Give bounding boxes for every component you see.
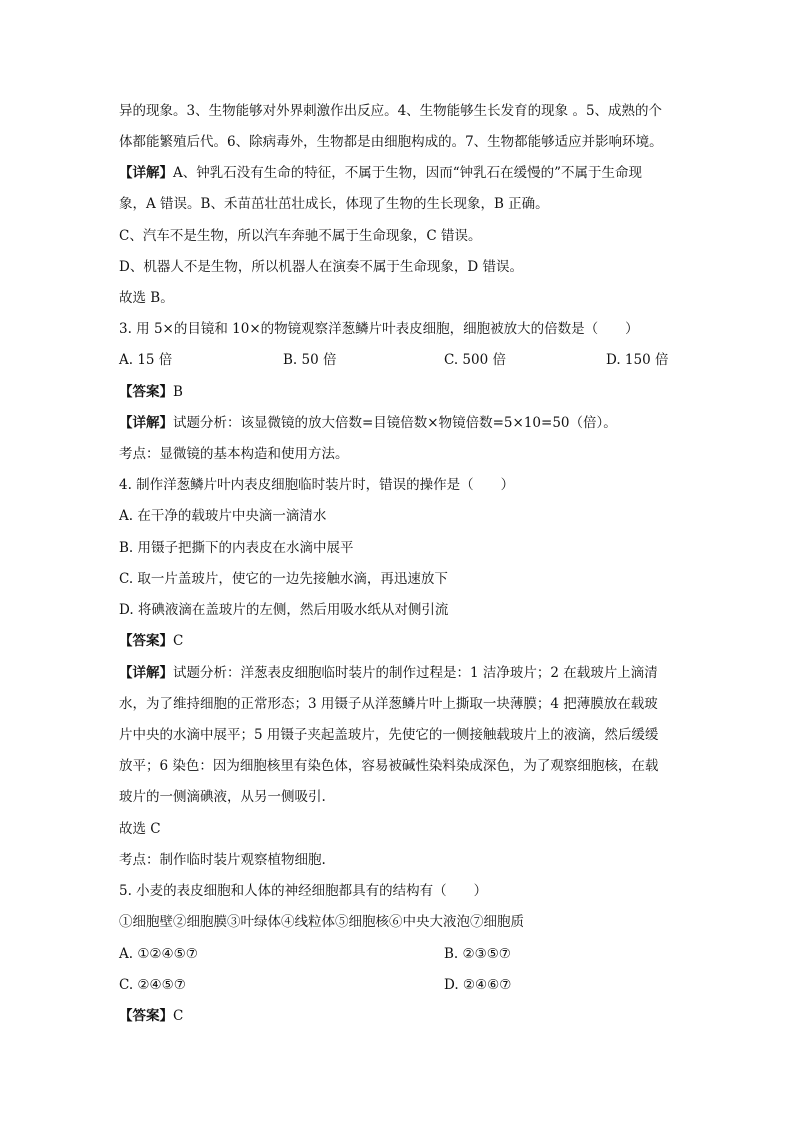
q3-option-a: A. 15 倍 xyxy=(119,352,173,368)
question-5-stem: 5. 小麦的表皮细胞和人体的神经细胞都具有的结构有（ ） xyxy=(119,883,488,899)
detail-label: 【详解】 xyxy=(119,165,173,181)
answer-value: B xyxy=(173,384,183,400)
answer-label: 【答案】 xyxy=(119,384,173,400)
q4-answer xyxy=(119,631,183,651)
q4-detail-line: 片中央的水滴中展平；5 用镊子夹起盖玻片，先使它的一侧接触载玻片上的液滴，然后缓缓 xyxy=(119,727,659,743)
paragraph-line: 体都能繁殖后代。6、除病毒外，生物都是由细胞构成的。7、生物都能够适应并影响环境。 xyxy=(119,134,663,150)
paragraph-line: C、汽车不是生物，所以汽车奔驰不属于生命现象，C 错误。 xyxy=(119,228,482,244)
q4-option-b: B. 用镊子把撕下的内表皮在水滴中展平 xyxy=(119,540,354,556)
paragraph-line: 异的现象。3、生物能够对外界刺激作出反应。4、生物能够生长发育的现象 。5、成熟的个 xyxy=(119,103,663,119)
q4-detail-line: 玻片的一侧滴碘液，从另一侧吸引. xyxy=(119,789,326,805)
detail-text: 试题分析：洋葱表皮细胞临时装片的制作过程是：1 洁净玻片；2 在载玻片上滴清 xyxy=(173,665,658,681)
paragraph-line: D、机器人不是生物，所以机器人在演奏不属于生命现象，D 错误。 xyxy=(119,259,523,275)
q4-option-a: A. 在干净的载玻片中央滴一滴清水 xyxy=(119,508,327,524)
q5-option-a: A. ①②④⑤⑦ xyxy=(119,946,198,962)
detail-text: 试题分析：该显微镜的放大倍数=目镜倍数×物镜倍数=5×10=50（倍）。 xyxy=(173,415,617,431)
q5-option-b: B. ②③⑤⑦ xyxy=(444,946,511,962)
q3-detail xyxy=(119,413,617,433)
q4-conclusion: 故选 C xyxy=(119,821,161,837)
q5-answer xyxy=(119,1006,183,1026)
detail-label: 【详解】 xyxy=(119,415,173,431)
q4-detail-line: 水，为了维持细胞的正常形态；3 用镊子从洋葱鳞片叶上撕取一块薄膜；4 把薄膜放在载玻 xyxy=(119,696,658,712)
answer-label: 【答案】 xyxy=(119,633,173,649)
detail-line xyxy=(119,163,642,183)
detail-text: A、钟乳石没有生命的特征，不属于生物，因而“钟乳石在缓慢的”不属于生命现 xyxy=(173,165,643,181)
q4-option-d: D. 将碘液滴在盖玻片的左侧，然后用吸水纸从对侧引流 xyxy=(119,602,449,618)
q3-answer xyxy=(119,382,183,402)
question-4-stem: 4. 制作洋葱鳞片叶内表皮细胞临时装片时，错误的操作是（ ） xyxy=(119,477,515,493)
q5-option-c: C. ②④⑤⑦ xyxy=(119,977,186,993)
question-3-stem: 3. 用 5×的目镜和 10×的物镜观察洋葱鳞片叶表皮细胞，细胞被放大的倍数是（ ） xyxy=(119,321,639,337)
answer-label: 【答案】 xyxy=(119,1008,173,1024)
paragraph-line: 象，A 错误。B、禾苗茁壮茁壮成长，体现了生物的生长现象，B 正确。 xyxy=(119,196,549,212)
q3-option-c: C. 500 倍 xyxy=(444,352,506,368)
q4-detail-line: 放平；6 染色：因为细胞核里有染色体，容易被碱性染料染成深色，为了观察细胞核，在载 xyxy=(119,758,659,774)
detail-label: 【详解】 xyxy=(119,665,173,681)
q5-items: ①细胞壁②细胞膜③叶绿体④线粒体⑤细胞核⑥中央大液泡⑦细胞质 xyxy=(119,914,524,930)
conclusion-line: 故选 B。 xyxy=(119,290,174,306)
answer-value: C xyxy=(173,633,184,649)
q3-kaodian: 考点：显微镜的基本构造和使用方法。 xyxy=(119,446,349,462)
q4-detail xyxy=(119,663,658,683)
q4-option-c: C. 取一片盖玻片，使它的一边先接触水滴，再迅速放下 xyxy=(119,571,448,587)
q3-option-d: D. 150 倍 xyxy=(606,352,669,368)
q3-option-b: B. 50 倍 xyxy=(283,352,337,368)
q5-option-d: D. ②④⑥⑦ xyxy=(444,977,512,993)
answer-value: C xyxy=(173,1008,184,1024)
q4-kaodian: 考点：制作临时装片观察植物细胞. xyxy=(119,852,326,868)
